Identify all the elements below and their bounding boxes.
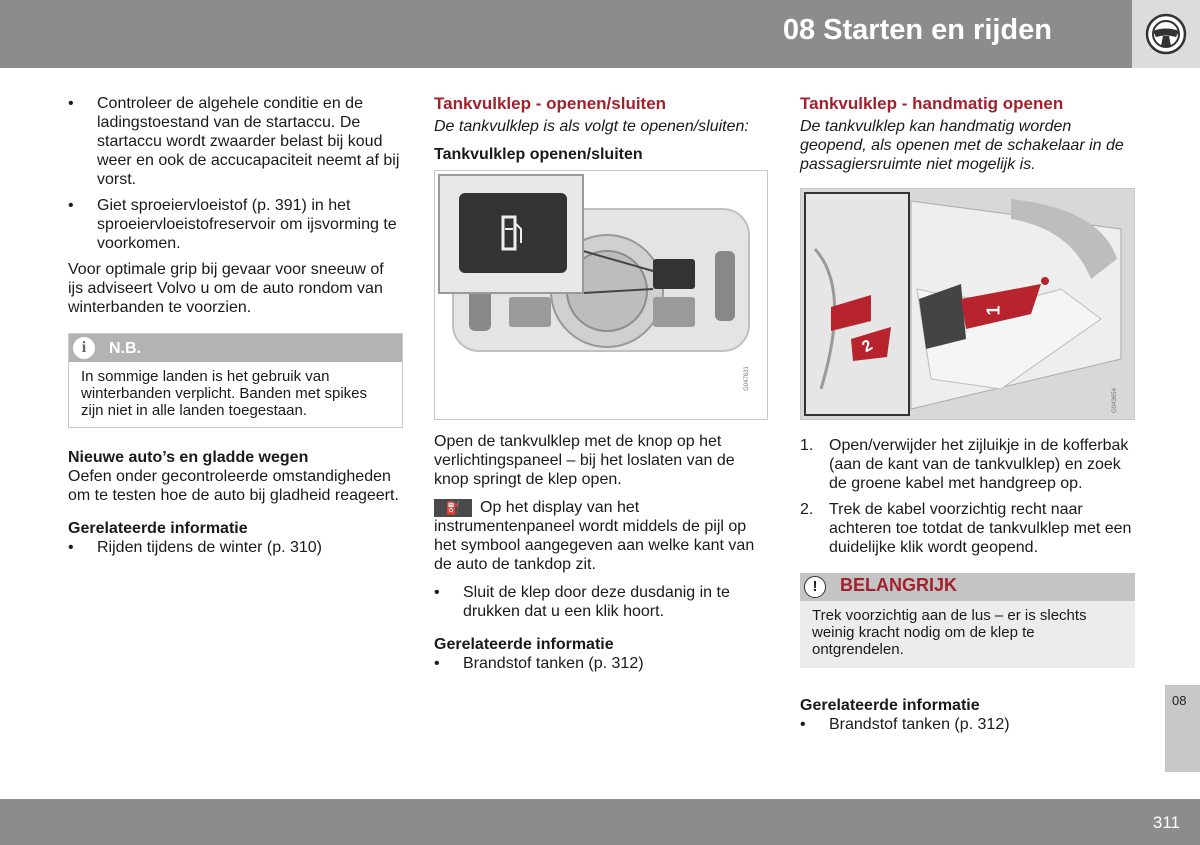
page-header: [0, 0, 1132, 68]
related-link[interactable]: • Rijden tijdens de winter (p. 310): [68, 538, 403, 557]
symbol-description: Op het display van het instrumentenpaneel wordt middels de pijl op het symbool aangegeven aan welke kant van de auto de tankdop zit.: [434, 499, 755, 573]
column-1: [68, 94, 403, 564]
chapter-title: 08 Starten en rijden: [782, 14, 1052, 46]
chapter-tab-label: 08: [1172, 693, 1187, 708]
related-heading: Gerelateerde informatie: [800, 697, 980, 714]
intro-text: De tankvulklep is als volgt te openen/sluiten:: [434, 118, 749, 135]
exclamation-icon: !: [804, 576, 826, 598]
related-link[interactable]: • Brandstof tanken (p. 312): [434, 654, 770, 673]
fuel-pump-icon: ⛽: [434, 499, 472, 517]
section-text: Oefen onder gecontroleerde omstandigheden om te testen hoe de auto bij gladheid reageert.: [68, 468, 399, 504]
page-number: 311: [1152, 813, 1180, 832]
warning-header: [800, 573, 1135, 601]
figure-code: G043654: [1111, 388, 1118, 413]
note-text: In sommige landen is het gebruik van winterbanden verplicht. Banden met spikes zijn niet in alle landen toegestaan.: [81, 368, 367, 419]
warning-title: BELANGRIJK: [840, 575, 958, 595]
trunk-figure: [800, 188, 1135, 420]
step-number: 1.: [800, 437, 814, 454]
trunk-illustration: [801, 189, 1134, 419]
figure-label-1: 1: [983, 305, 1004, 316]
step-item: [800, 500, 1135, 557]
steering-wheel-icon: [1132, 0, 1200, 68]
figure-code: G047631: [743, 366, 750, 391]
warning-text: Trek voorzichtig aan de lus – er is slechts weinig kracht nodig om de klep te ontgrendelen.: [812, 607, 1087, 658]
light-panel-illustration: [435, 171, 767, 419]
note-header: [69, 334, 402, 362]
warning-box: [800, 573, 1135, 668]
page-footer: [0, 799, 1200, 845]
chapter-tab[interactable]: [1165, 685, 1200, 772]
light-panel-figure: [434, 170, 768, 420]
related-heading: Gerelateerde informatie: [68, 520, 248, 537]
intro-text: De tankvulklep kan handmatig worden geopend, als openen met de schakelaar in de passagiersruimte niet mogelijk is.: [800, 118, 1124, 173]
list-item: • Giet sproeiervloeistof (p. 391) in het sproeiervloeistofreservoir om ijsvorming te voorkomen.: [68, 196, 403, 253]
section-heading: Tankvulklep - handmatig openen: [800, 94, 1064, 113]
step-text: Open/verwijder het zijluikje in de kofferbak (aan de kant van de tankvulklep) en zoek de groene kabel met handgreep op.: [829, 437, 1129, 492]
note-title: N.B.: [109, 340, 141, 357]
info-icon: i: [73, 337, 95, 359]
paragraph: Open de tankvulklep met de knop op het verlichtingspaneel – bij het loslaten van de knop springt de klep open.: [434, 433, 735, 488]
list-item: • Controleer de algehele conditie en de ladingstoestand van de startaccu. De startaccu wordt zwaarder belast bij koud weer en ook de accucapaciteit neemt af bij vorst.: [68, 94, 403, 189]
step-item: [800, 436, 1135, 493]
paragraph-with-symbol: [434, 498, 770, 574]
related-link[interactable]: • Brandstof tanken (p. 312): [800, 715, 1135, 734]
step-text: Trek de kabel voorzichtig recht naar achteren toe totdat de tankvulklep met een duidelijke klik wordt geopend.: [829, 501, 1132, 556]
section-heading: Tankvulklep - openen/sluiten: [434, 94, 667, 113]
section-heading: Nieuwe auto’s en gladde wegen: [68, 449, 309, 466]
list-item: • Sluit de klep door deze dusdanig in te drukken dat u een klik hoort.: [434, 583, 770, 621]
related-heading: Gerelateerde informatie: [434, 636, 614, 653]
chapter-icon-box: [1132, 0, 1200, 68]
note-box: [68, 333, 403, 428]
step-number: 2.: [800, 501, 814, 518]
column-2: [434, 94, 770, 680]
subheading: Tankvulklep openen/sluiten: [434, 146, 643, 163]
figure-label-2: 2: [859, 336, 876, 357]
column-3: [800, 94, 1135, 741]
paragraph: Voor optimale grip bij gevaar voor sneeuw of ijs adviseert Volvo u om de auto rondom van winterbanden te voorzien.: [68, 261, 384, 316]
